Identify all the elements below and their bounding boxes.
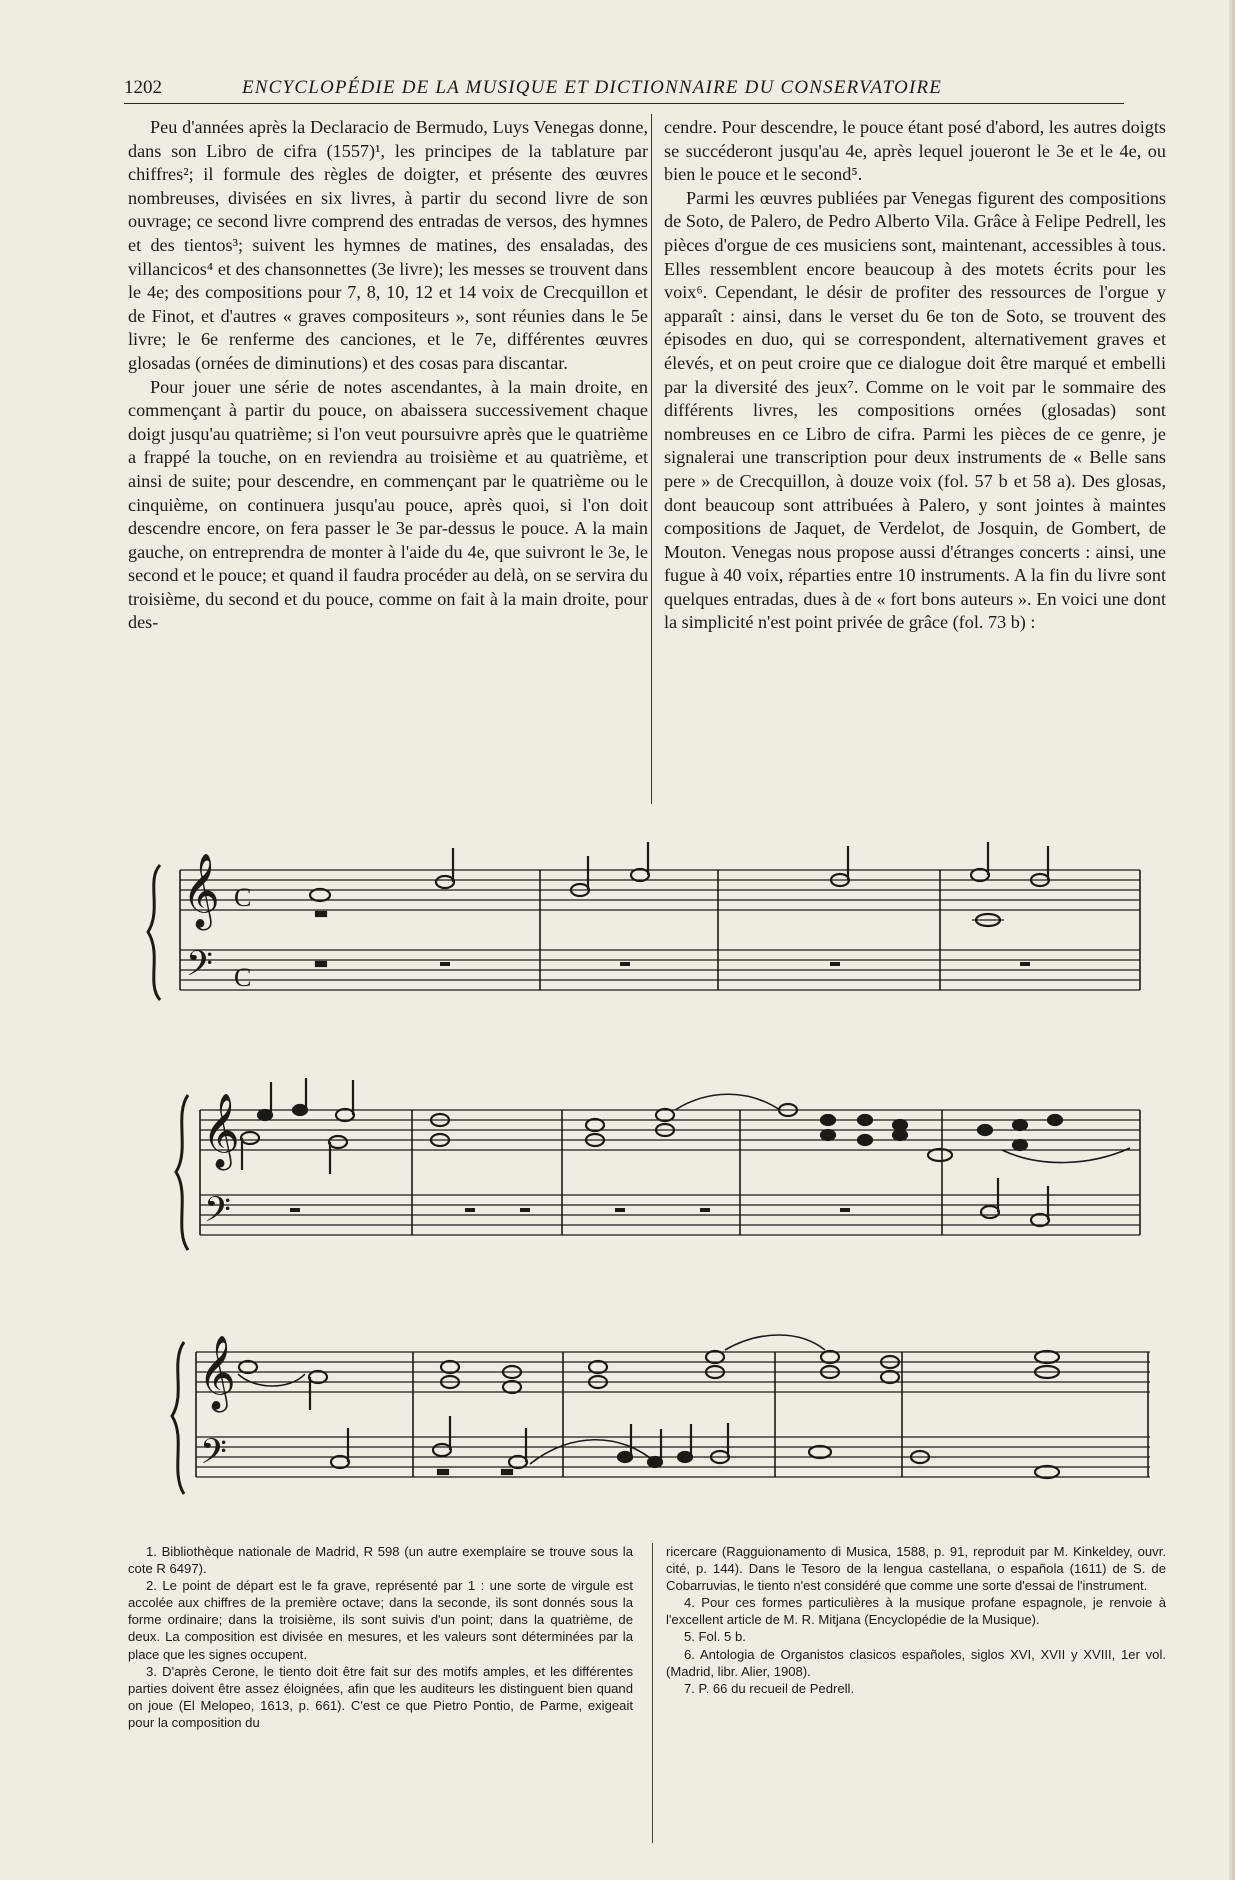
music-system-2: [140, 1070, 1150, 1270]
note: [239, 1361, 257, 1373]
note: [821, 1115, 835, 1125]
paragraph: Parmi les œuvres publiées par Venegas figurent des compositions de Soto, de Palero, de Pedro Alberto Vila. Grâce à Felipe Pedrell, les pièces d'orgue de ces musiciens sont, maintenant, accessibles à tous. Elles ressemblent encore beaucoup à des motets écrits pour les voix⁶. Cependant, le désir de profiter des ressources de l'orgue y apparaît : ainsi, dans le verset du 6e ton de Soto, se trouvent des épisodes en duo, qui se correspondent, alternativement graves et élevés, et on peut croire que ce dialogue doit être marqué et embelli par la diversité des jeux⁷. Comme on le voit par le sommaire des différents livres, les compositions ornées (glosadas) sont nombreuses en ce Libro de cifra. Parmi les pièces de ce genre, je signalerai une transcription pour deux instruments de « Belle sans pere » de Crecquillon, à douze voix (fol. 57 b et 58 a). Des glosas, dont beaucoup sont attribuées à Palero, y sont jointes à maintes compositions de Jaquet, de Verdelot, de Josquin, de Gombert, de Mouton. Venegas nous propose aussi d'étranges concerts : ainsi, une fugue à 40 voix, réparties entre 10 instruments. A la fin du livre sont quelques entradas, dues à de « fort bons auteurs ». En voici une dont la simplicité n'est point privée de grâce (fol. 73 b) :: [664, 187, 1166, 633]
note: [586, 1119, 604, 1131]
bass-staff: [180, 950, 1140, 990]
note: [928, 1149, 952, 1161]
footnote-divider: [652, 1543, 653, 1843]
rest: [620, 962, 630, 966]
time-signature: C: [234, 963, 252, 992]
note: [1031, 1214, 1049, 1226]
treble-staff: [196, 1352, 1150, 1392]
music-system-3: [140, 1312, 1150, 1512]
running-title: ENCYCLOPÉDIE DE LA MUSIQUE ET DICTIONNAIRE DU CONSERVATOIRE: [242, 77, 943, 98]
note: [433, 1444, 451, 1456]
barlines: [180, 870, 1140, 990]
rest: [840, 1208, 850, 1212]
note: [893, 1130, 907, 1140]
text-column-left: [128, 116, 648, 635]
rest: [290, 1208, 300, 1212]
tie: [530, 1440, 655, 1464]
footnote: ricercare (Ragguionamento di Musica, 1588, p. 91, reproduit par M. Kinkeldey, ouvr. cité, p. 144). Dans le Tesoro de la lengua castellana, o española (1611) de S. de Cobarruvias, le tiento n'est considéré que comme une sorte d'essai de l'instrument.: [666, 1544, 1166, 1594]
note: [881, 1371, 899, 1383]
note: [656, 1109, 674, 1121]
rest: [615, 1208, 625, 1212]
note: [1013, 1140, 1027, 1150]
rest: [830, 962, 840, 966]
note: [336, 1109, 354, 1121]
rest: [520, 1208, 530, 1212]
note: [331, 1456, 349, 1468]
note: [981, 1206, 999, 1218]
rest: [440, 962, 450, 966]
column-divider: [651, 114, 652, 804]
rest: [316, 912, 326, 916]
note: [978, 1125, 992, 1135]
treble-clef: 𝄞: [202, 1094, 240, 1168]
treble-clef: 𝄞: [198, 1336, 236, 1410]
note: [706, 1351, 724, 1363]
treble-clef: 𝄞: [182, 854, 220, 928]
music-system-1: [140, 840, 1150, 1020]
brace: [172, 1342, 184, 1494]
footnote: 2. Le point de départ est le fa grave, représenté par 1 : une sorte de virgule est accolée aux chiffres de la première octave; dans la seconde, ils sont donnés sous la forme ordinaire; dans la troisième, ils sont suivis d'un point; dans la quatrième, de deux. La composition est divisée en mesures, et les valeurs sont déterminées par la place que les signes occupent.: [128, 1578, 633, 1662]
note: [1013, 1120, 1027, 1130]
page-number: 1202: [124, 77, 162, 98]
note: [631, 869, 649, 881]
bass-clef: 𝄢: [204, 1189, 232, 1238]
text-column-right: [664, 116, 1166, 635]
paragraph: Pour jouer une série de notes ascendantes, à la main droite, en commençant à partir du pouce, on abaissera successivement chaque doigt jusqu'au quatrième; si l'on veut poursuivre après que le quatrième a frappé la touche, on en reviendra au troisième et au quatrième, et ainsi de suite; pour descendre, en commençant par le quatrième ou le cinquième, on continuera jusqu'au pouce, après quoi, si l'on doit descendre encore, on fera passer le 3e par-dessus le pouce. A la main gauche, on entreprendra de monter à l'aide du 4e, que suivront le 3e, le second et le pouce; et quand il faudra procéder au delà, on se servira du troisième, du second et du pouce, comme on fait à la main droite, pour des-: [128, 376, 648, 633]
note: [821, 1130, 835, 1140]
footnotes-right: [666, 1543, 1166, 1697]
note: [509, 1456, 527, 1468]
note: [589, 1361, 607, 1373]
barlines: [196, 1352, 1148, 1477]
note: [1048, 1115, 1062, 1125]
bass-clef: 𝄢: [200, 1431, 228, 1480]
note: [858, 1115, 872, 1125]
footnote: 6. Antologia de Organistos clasicos españoles, siglos XVI, XVII y XVIII, 1er vol. (Madrid, libr. Alier, 1908).: [666, 1646, 1166, 1679]
note: [309, 1371, 327, 1383]
note: [809, 1446, 831, 1458]
footnote: 7. P. 66 du recueil de Pedrell.: [684, 1680, 855, 1696]
paragraph: Peu d'années après la Declaracio de Bermudo, Luys Venegas donne, dans son Libro de cifra (1557)¹, les principes de la tablature par chiffres²; il formule des règles de doigter, et présente des œuvres nombreuses, divisées en six livres, à partir du second livre de son ouvrage; ce second livre comprend des entradas de versos, des hymnes et des tientos³; suivent les hymnes de matines, des ensaladas, des villancicos⁴ et des chansonnettes (3e livre); les messes se trouvent dans le 4e; des compositions pour 7, 8, 10, 12 et 14 voix de Crecquillon et de Finot, et d'autres « graves compositeurs », sont réunies dans le 5e livre; le 6e renferme des canciones, et le 7e, différentes œuvres glosadas (ornées de diminutions) et des cosas para discantar.: [128, 117, 648, 373]
time-signature: C: [234, 883, 252, 912]
rest: [1020, 962, 1030, 966]
note: [821, 1351, 839, 1363]
tie: [675, 1094, 780, 1110]
rest: [502, 1470, 512, 1474]
footnote: 1. Bibliothèque nationale de Madrid, R 598 (un autre exemplaire se trouve sous la cote R 6497).: [128, 1544, 633, 1577]
rest: [438, 1470, 448, 1474]
note: [310, 889, 330, 901]
treble-staff: [200, 1110, 1140, 1150]
note: [1035, 1351, 1059, 1363]
page-edge: [1229, 0, 1235, 1880]
note: [441, 1361, 459, 1373]
note: [503, 1381, 521, 1393]
brace: [176, 1095, 188, 1250]
note: [1035, 1466, 1059, 1478]
tie: [725, 1335, 825, 1350]
footnote: 5. Fol. 5 b.: [684, 1629, 746, 1645]
footnotes-left: [128, 1543, 633, 1731]
rest: [316, 962, 326, 966]
note: [893, 1120, 907, 1130]
note: [858, 1135, 872, 1145]
rest: [700, 1208, 710, 1212]
footnote: 4. Pour ces formes particulières à la musique profane espagnole, je renvoie à l'excellent article de M. R. Mitjana (Encyclopédie de la Musique).: [666, 1595, 1166, 1628]
note: [241, 1132, 259, 1144]
note: [329, 1136, 347, 1148]
barlines: [200, 1110, 1140, 1235]
footnote: 3. D'après Cerone, le tiento doit être fait sur des motifs amples, et les différentes parties doivent être assez éloignées, afin que les auditeurs les distinguent bien quand on joue (El Melopeo, 1613, p. 661). C'est ce que Pietro Pontio, de Parme, exigeait pour la composition du: [128, 1663, 633, 1730]
brace: [148, 865, 160, 1000]
rest: [465, 1208, 475, 1212]
page-header: [124, 73, 1124, 104]
paragraph: cendre. Pour descendre, le pouce étant posé d'abord, les autres doigts se succéderont jusqu'au 4e, après lequel joueront le 3e et le 4e, ou bien le pouce et le second⁵.: [664, 117, 1166, 185]
bass-clef: 𝄢: [186, 943, 214, 992]
note: [971, 869, 989, 881]
tie: [238, 1374, 305, 1386]
note: [436, 876, 454, 888]
